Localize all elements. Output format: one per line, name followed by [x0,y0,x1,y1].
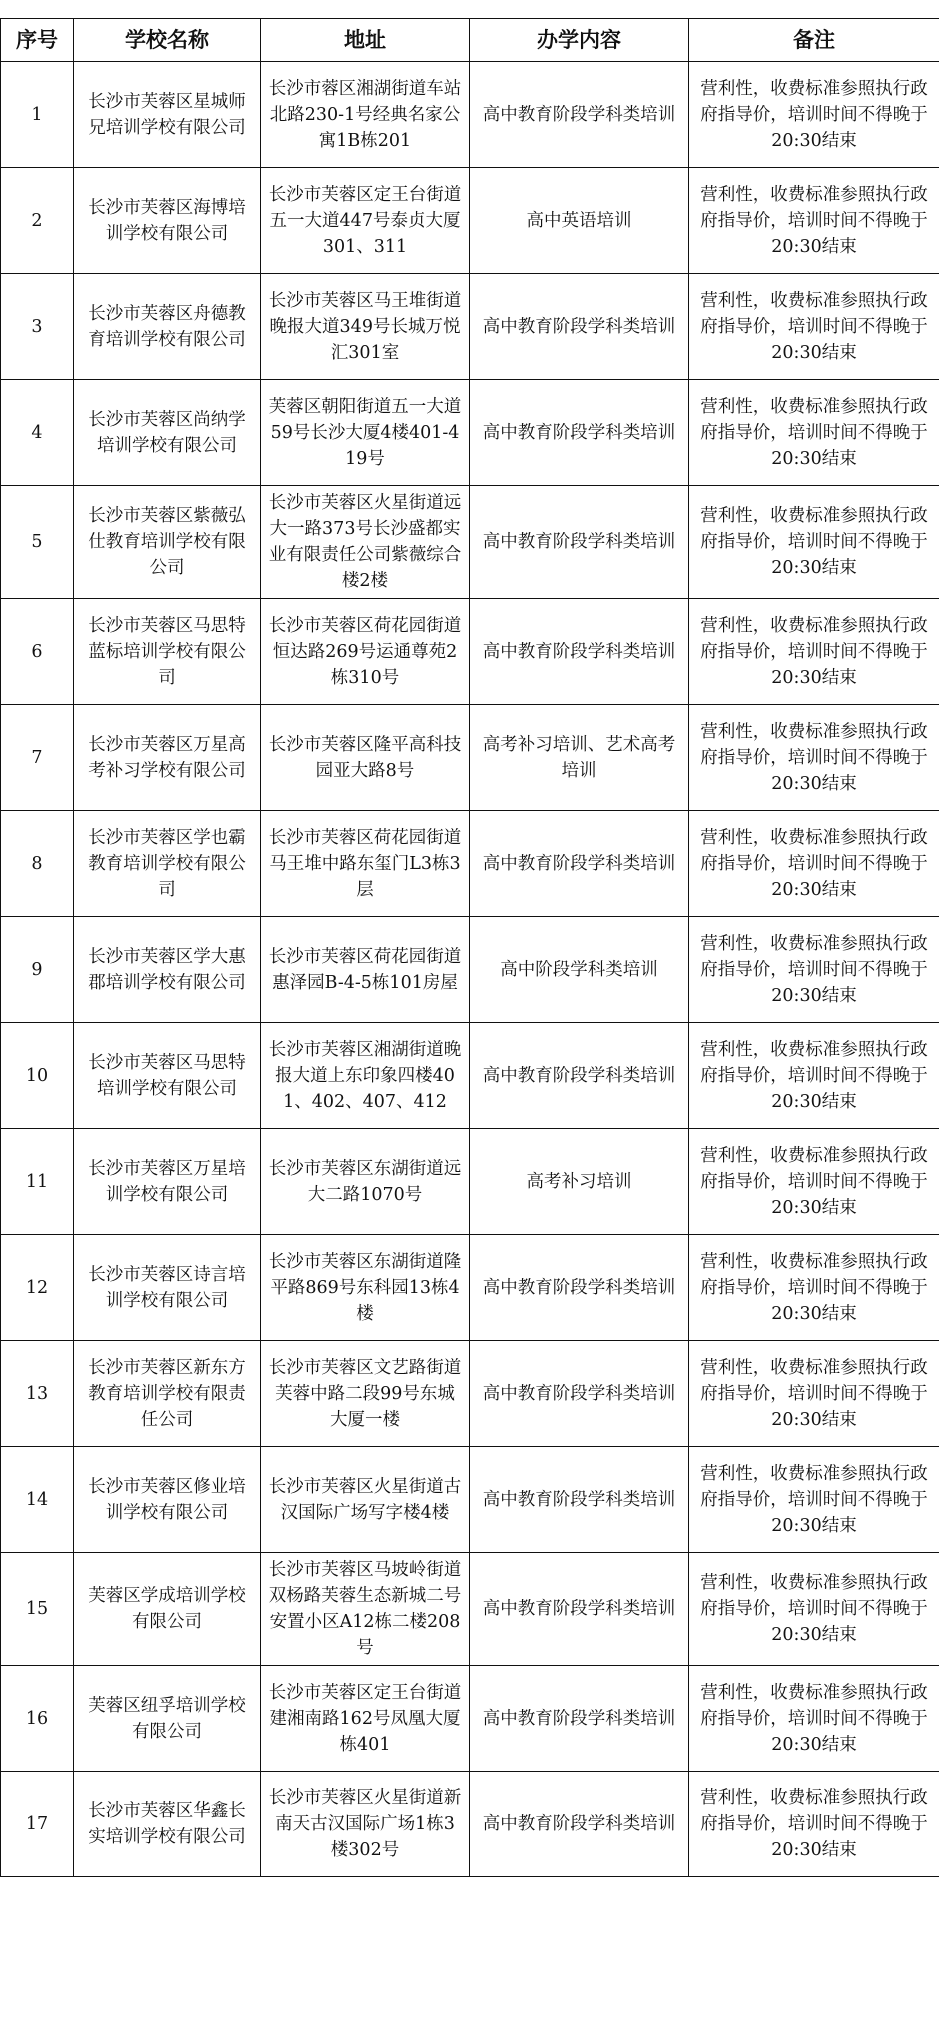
content-cell: 高中教育阶段学科类培训 [470,1235,689,1341]
address-cell: 长沙市芙蓉区荷花园街道马王堆中路东玺门L3栋3层 [261,811,470,917]
address-cell: 长沙市芙蓉区马王堆街道晚报大道349号长城万悦汇301室 [261,274,470,380]
content-cell: 高中教育阶段学科类培训 [470,274,689,380]
row-index-cell: 9 [1,917,74,1023]
notes-cell: 营利性，收费标准参照执行政府指导价，培训时间不得晚于20:30结束 [689,1447,939,1553]
table-row [1,811,939,917]
row-index-cell: 5 [1,486,74,599]
table-row [1,917,939,1023]
school-name-cell: 长沙市芙蓉区学也霸教育培训学校有限公司 [74,811,261,917]
row-index-cell: 8 [1,811,74,917]
table-row [1,1553,939,1666]
notes-cell: 营利性，收费标准参照执行政府指导价，培训时间不得晚于20:30结束 [689,599,939,705]
table-row [1,62,939,168]
school-name-cell: 长沙市芙蓉区万星培训学校有限公司 [74,1129,261,1235]
notes-cell: 营利性，收费标准参照执行政府指导价，培训时间不得晚于20:30结束 [689,1553,939,1666]
header-index: 序号 [1,19,74,62]
table-row [1,274,939,380]
notes-cell: 营利性，收费标准参照执行政府指导价，培训时间不得晚于20:30结束 [689,917,939,1023]
address-cell: 长沙市芙蓉区火星街道古汉国际广场写字楼4楼 [261,1447,470,1553]
row-index-cell: 14 [1,1447,74,1553]
header-row [1,19,939,62]
address-cell: 长沙市芙蓉区定王台街道五一大道447号泰贞大厦301、311 [261,168,470,274]
address-cell: 长沙市芙蓉区火星街道新南天古汉国际广场1栋3楼302号 [261,1772,470,1877]
school-name-cell: 长沙市芙蓉区华鑫长实培训学校有限公司 [74,1772,261,1877]
school-name-cell: 长沙市芙蓉区修业培训学校有限公司 [74,1447,261,1553]
row-index-cell: 11 [1,1129,74,1235]
address-cell: 长沙市蓉区湘湖街道车站北路230-1号经典名家公寓1B栋201 [261,62,470,168]
table-body [1,62,939,1877]
school-name-cell: 长沙市芙蓉区尚纳学培训学校有限公司 [74,380,261,486]
address-cell: 长沙市芙蓉区东湖街道隆平路869号东科园13栋4楼 [261,1235,470,1341]
content-cell: 高考补习培训 [470,1129,689,1235]
notes-cell: 营利性，收费标准参照执行政府指导价，培训时间不得晚于20:30结束 [689,380,939,486]
school-name-cell: 长沙市芙蓉区诗言培训学校有限公司 [74,1235,261,1341]
row-index-cell: 7 [1,705,74,811]
header-content: 办学内容 [470,19,689,62]
content-cell: 高中教育阶段学科类培训 [470,1666,689,1772]
table-row [1,1666,939,1772]
school-name-cell: 芙蓉区学成培训学校有限公司 [74,1553,261,1666]
table-row [1,486,939,599]
school-registry-table [0,18,939,1877]
school-name-cell: 长沙市芙蓉区海博培训学校有限公司 [74,168,261,274]
notes-cell: 营利性，收费标准参照执行政府指导价，培训时间不得晚于20:30结束 [689,1235,939,1341]
content-cell: 高考补习培训、艺术高考培训 [470,705,689,811]
row-index-cell: 12 [1,1235,74,1341]
content-cell: 高中教育阶段学科类培训 [470,1772,689,1877]
content-cell: 高中教育阶段学科类培训 [470,599,689,705]
row-index-cell: 3 [1,274,74,380]
school-name-cell: 长沙市芙蓉区新东方教育培训学校有限责任公司 [74,1341,261,1447]
address-cell: 长沙市芙蓉区荷花园街道恒达路269号运通尊苑2栋310号 [261,599,470,705]
table-row [1,1235,939,1341]
school-name-cell: 长沙市芙蓉区舟德教育培训学校有限公司 [74,274,261,380]
school-name-cell: 长沙市芙蓉区星城师兄培训学校有限公司 [74,62,261,168]
address-cell: 长沙市芙蓉区隆平高科技园亚大路8号 [261,705,470,811]
address-cell: 长沙市芙蓉区荷花园街道惠泽园B-4-5栋101房屋 [261,917,470,1023]
address-cell: 长沙市芙蓉区湘湖街道晚报大道上东印象四楼401、402、407、412 [261,1023,470,1129]
row-index-cell: 4 [1,380,74,486]
content-cell: 高中教育阶段学科类培训 [470,380,689,486]
table-row [1,1023,939,1129]
row-index-cell: 2 [1,168,74,274]
notes-cell: 营利性，收费标准参照执行政府指导价，培训时间不得晚于20:30结束 [689,168,939,274]
address-cell: 长沙市芙蓉区马坡岭街道双杨路芙蓉生态新城二号安置小区A12栋二楼208号 [261,1553,470,1666]
school-name-cell: 长沙市芙蓉区学大惠郡培训学校有限公司 [74,917,261,1023]
header-address: 地址 [261,19,470,62]
address-cell: 长沙市芙蓉区东湖街道远大二路1070号 [261,1129,470,1235]
table-row [1,1772,939,1877]
content-cell: 高中教育阶段学科类培训 [470,1023,689,1129]
row-index-cell: 1 [1,62,74,168]
notes-cell: 营利性，收费标准参照执行政府指导价，培训时间不得晚于20:30结束 [689,62,939,168]
notes-cell: 营利性，收费标准参照执行政府指导价，培训时间不得晚于20:30结束 [689,811,939,917]
notes-cell: 营利性，收费标准参照执行政府指导价，培训时间不得晚于20:30结束 [689,486,939,599]
table-row [1,380,939,486]
row-index-cell: 16 [1,1666,74,1772]
content-cell: 高中教育阶段学科类培训 [470,1553,689,1666]
table-row [1,168,939,274]
table-row [1,1341,939,1447]
school-name-cell: 长沙市芙蓉区马思特蓝标培训学校有限公司 [74,599,261,705]
notes-cell: 营利性，收费标准参照执行政府指导价，培训时间不得晚于20:30结束 [689,274,939,380]
row-index-cell: 10 [1,1023,74,1129]
notes-cell: 营利性，收费标准参照执行政府指导价，培训时间不得晚于20:30结束 [689,1772,939,1877]
content-cell: 高中教育阶段学科类培训 [470,486,689,599]
school-name-cell: 长沙市芙蓉区马思特培训学校有限公司 [74,1023,261,1129]
table-header [1,19,939,62]
row-index-cell: 13 [1,1341,74,1447]
content-cell: 高中教育阶段学科类培训 [470,1447,689,1553]
school-name-cell: 芙蓉区纽孚培训学校有限公司 [74,1666,261,1772]
address-cell: 长沙市芙蓉区定王台街道建湘南路162号凤凰大厦栋401 [261,1666,470,1772]
table-row [1,1447,939,1553]
content-cell: 高中教育阶段学科类培训 [470,62,689,168]
content-cell: 高中英语培训 [470,168,689,274]
content-cell: 高中教育阶段学科类培训 [470,1341,689,1447]
school-name-cell: 长沙市芙蓉区万星高考补习学校有限公司 [74,705,261,811]
notes-cell: 营利性，收费标准参照执行政府指导价，培训时间不得晚于20:30结束 [689,1666,939,1772]
table-row [1,599,939,705]
table-row [1,705,939,811]
address-cell: 芙蓉区朝阳街道五一大道59号长沙大厦4楼401-419号 [261,380,470,486]
address-cell: 长沙市芙蓉区文艺路街道芙蓉中路二段99号东城大厦一楼 [261,1341,470,1447]
notes-cell: 营利性，收费标准参照执行政府指导价，培训时间不得晚于20:30结束 [689,1023,939,1129]
row-index-cell: 6 [1,599,74,705]
notes-cell: 营利性，收费标准参照执行政府指导价，培训时间不得晚于20:30结束 [689,1129,939,1235]
row-index-cell: 15 [1,1553,74,1666]
table-row [1,1129,939,1235]
row-index-cell: 17 [1,1772,74,1877]
header-school-name: 学校名称 [74,19,261,62]
header-notes: 备注 [689,19,939,62]
notes-cell: 营利性，收费标准参照执行政府指导价，培训时间不得晚于20:30结束 [689,705,939,811]
notes-cell: 营利性，收费标准参照执行政府指导价，培训时间不得晚于20:30结束 [689,1341,939,1447]
school-name-cell: 长沙市芙蓉区紫薇弘仕教育培训学校有限公司 [74,486,261,599]
address-cell: 长沙市芙蓉区火星街道远大一路373号长沙盛都实业有限责任公司紫薇综合楼2楼 [261,486,470,599]
content-cell: 高中阶段学科类培训 [470,917,689,1023]
content-cell: 高中教育阶段学科类培训 [470,811,689,917]
